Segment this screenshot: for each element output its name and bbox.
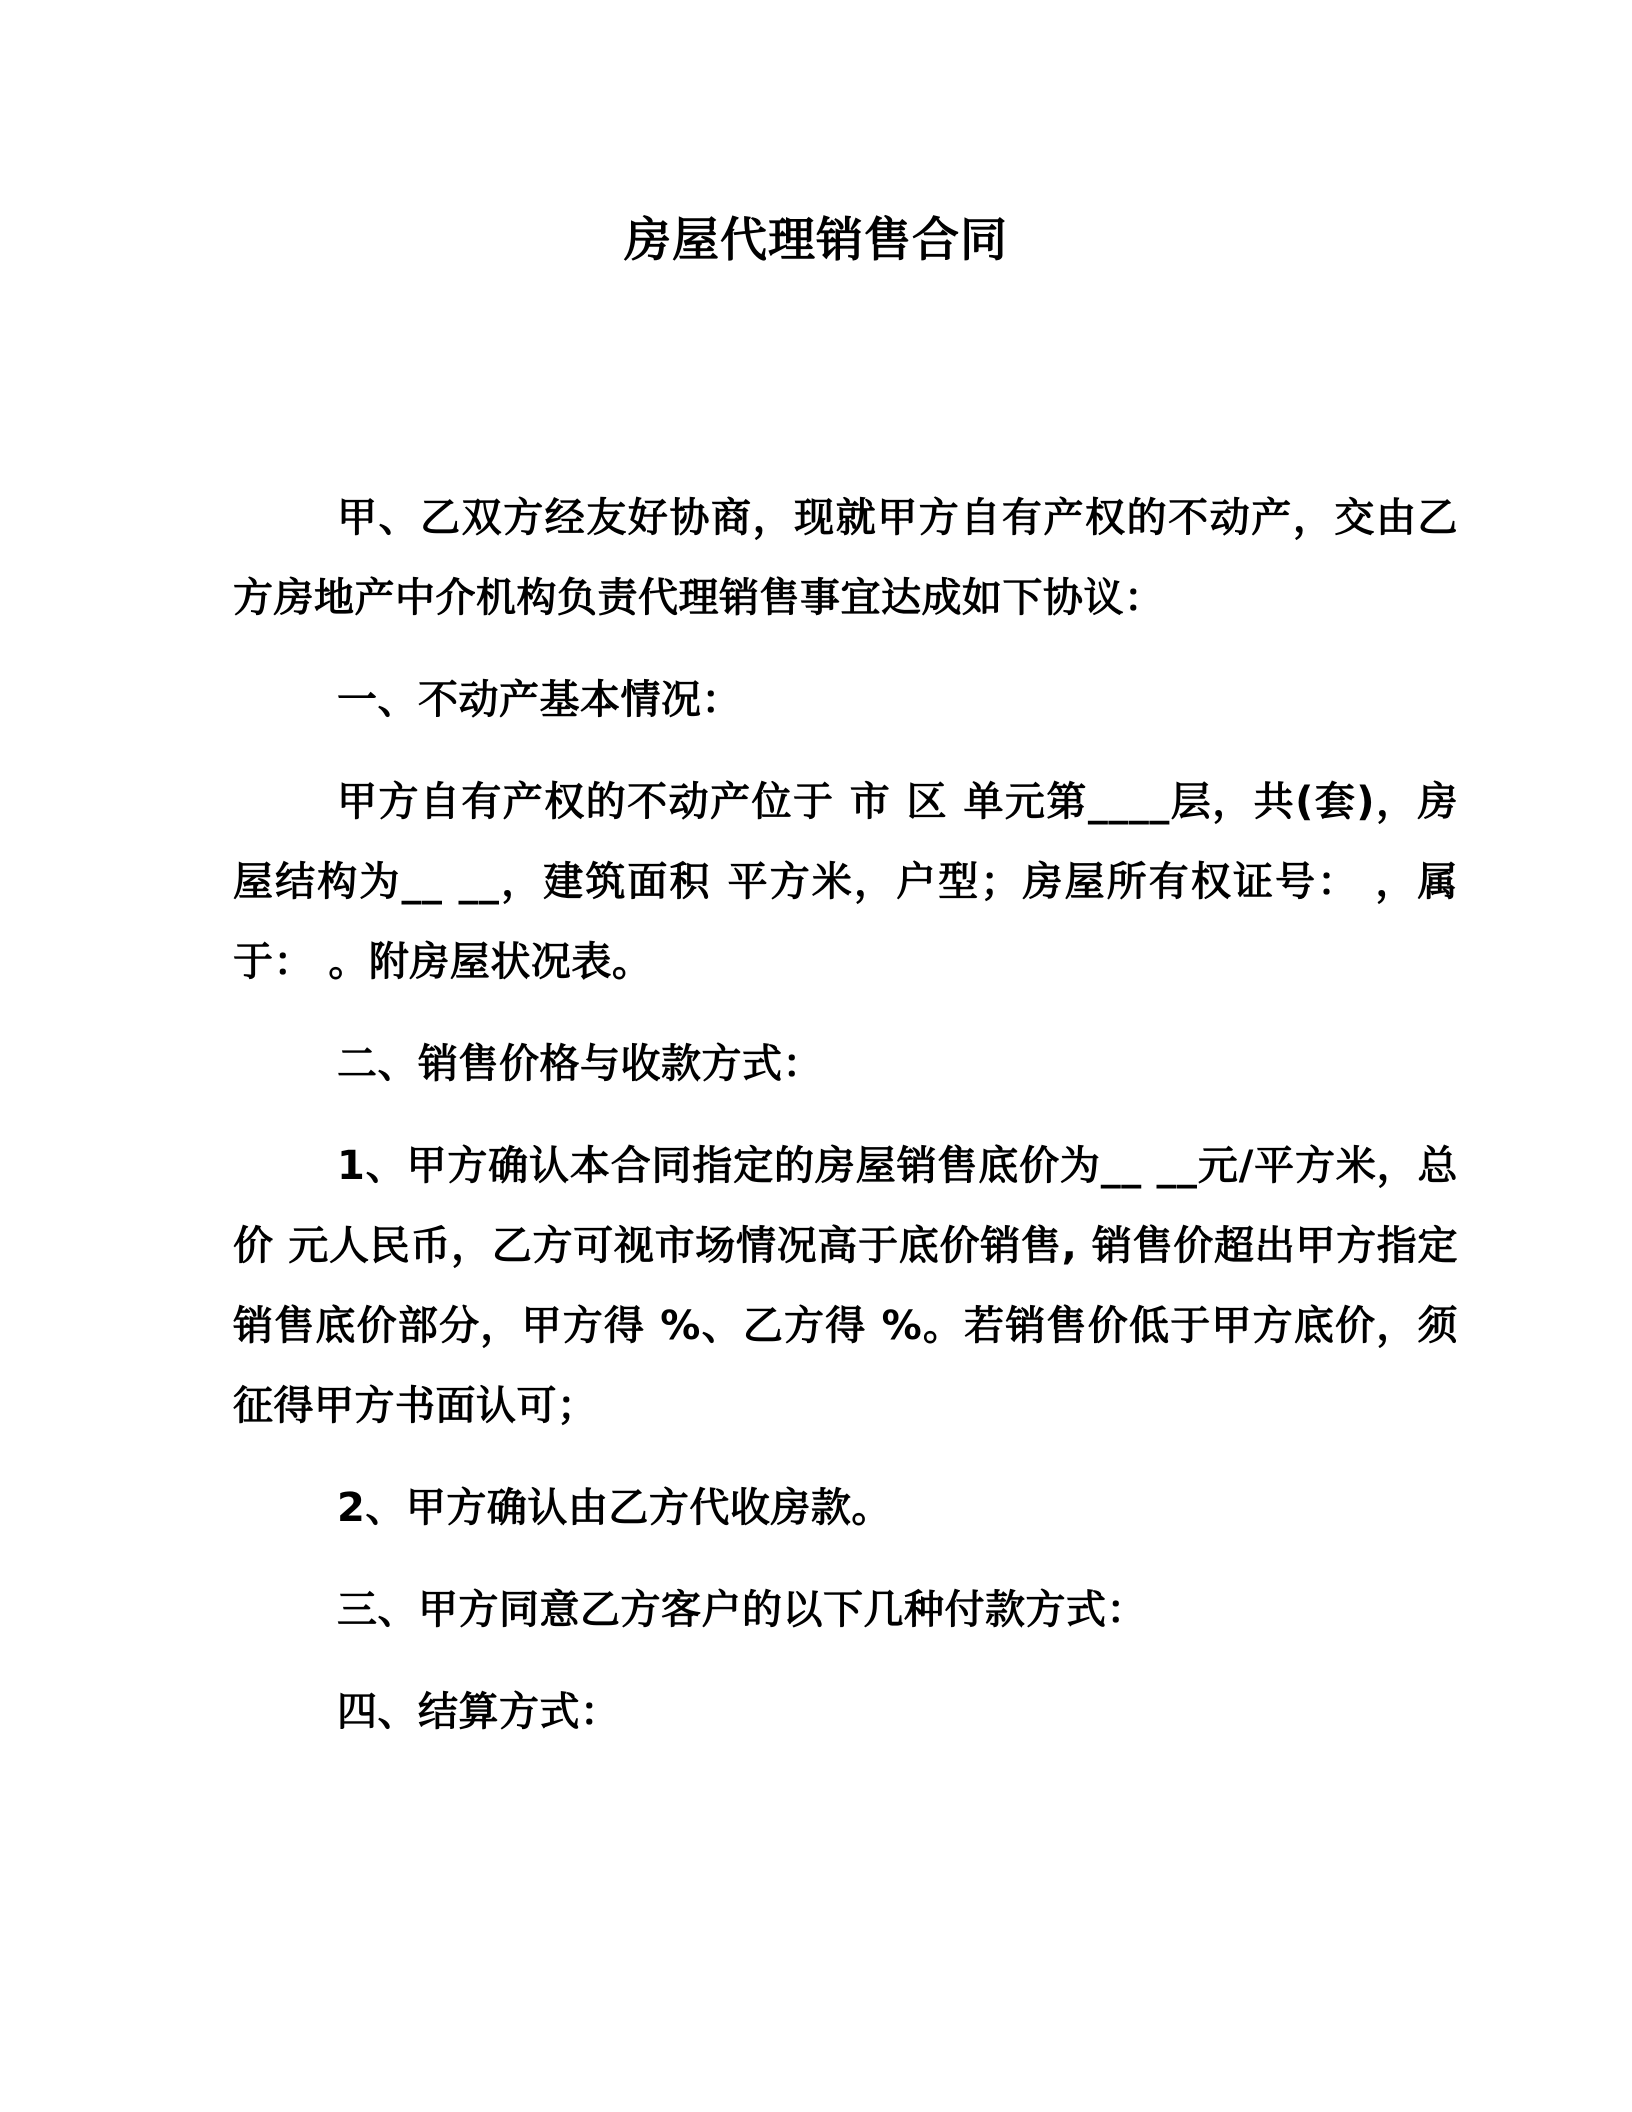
- section-1-heading: 一、不动产基本情况：: [337, 677, 742, 723]
- section-4-heading: 四、结算方式：: [337, 1689, 621, 1735]
- clause-2-paragraph: 2、甲方确认由乙方代收房款。: [337, 1485, 892, 1531]
- section-2-heading: 二、销售价格与收款方式：: [337, 1041, 823, 1087]
- document-title: 房屋代理销售合同: [624, 213, 1008, 268]
- property-details-paragraph: 甲方自有产权的不动产位于 市 区 单元第____层，共(套)，房屋结构为__ __，建筑面积 平方米，户型；房屋所有权证号： ，属于： 。附房屋状况表。: [233, 779, 1458, 985]
- intro-paragraph: 甲、乙双方经友好协商，现就甲方自有产权的不动产，交由乙方房地产中介机构负责代理销售事宜达成如下协议：: [233, 495, 1458, 621]
- clause-1-paragraph: 1、甲方确认本合同指定的房屋销售底价为__ __元/平方米，总价 元人民币，乙方可视市场情况高于底价销售, 销售价超出甲方指定销售底价部分，甲方得 %、乙方得 %。若销售价低于甲方底价，须征得甲方书面认可；: [233, 1143, 1458, 1429]
- section-3-heading: 三、甲方同意乙方客户的以下几种付款方式：: [337, 1587, 1147, 1633]
- document-body: [233, 478, 1458, 1752]
